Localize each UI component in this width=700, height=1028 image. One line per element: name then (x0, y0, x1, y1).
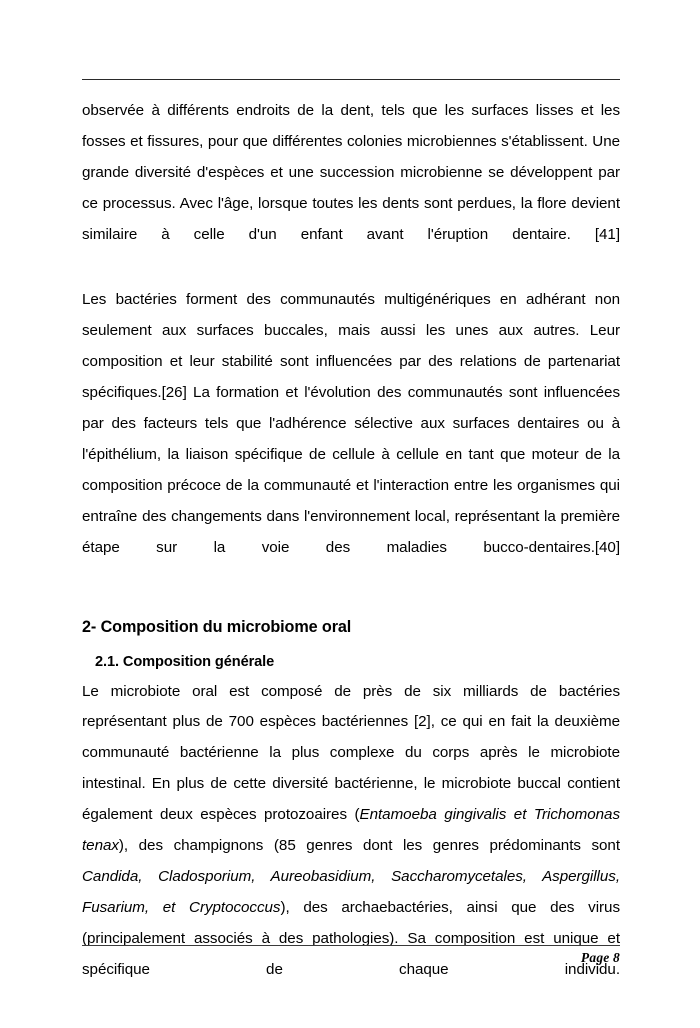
header-divider-rule (82, 79, 620, 80)
paragraph-text-segment-3: ), des archaebactéries, ainsi que des virus (principalement associés à des pathologies). Sa composition est unique et spécifique de chaque individu. (82, 898, 620, 978)
paragraph-text-segment-2: ), des champignons (85 genres dont les genres prédominants sont (118, 837, 620, 855)
paragraph-biofilm-formation: observée à différents endroits de la dent, tels que les surfaces lisses et les fosses et fissures, pour que différentes colonies microbiennes s'établissent. Une grande diversité d'espèces et une succession microbienne se développent par ce processus. Avec l'âge, lorsque toutes les dents sont perdues, la flore devient similaire à celle d'un enfant avant l'éruption dentaire. [41] (82, 102, 620, 243)
paragraph-text-segment-1: Le microbiote oral est composé de près de six milliards de bactéries représentant plus de 700 espèces bactériennes [2], ce qui en fait la deuxième communauté bactérienne la plus complexe du corps après le microbiote intestinal. En plus de cette diversité bactérienne, le microbiote buccal contient également deux espèces protozoaires ( (82, 682, 620, 824)
footer-divider-rule (82, 945, 620, 946)
paragraph-bacterial-communities: Les bactéries forment des communautés multigénériques en adhérant non seulement aux surfaces buccales, mais aussi les unes aux autres. Leur composition et leur stabilité sont influencées par des relations de partenariat spécifiques.[26] La formation et l'évolution des communautés sont influencées par des facteurs tels que l'adhérence sélective aux surfaces dentaires ou à l'épithélium, la liaison spécifique de cellule à cellule en tant que moteur de la composition précoce de la communauté et l'interaction entre les organismes qui entraîne des changements dans l'environnement local, représentant la première étape sur la voie des maladies bucco-dentaires.[40] (82, 291, 620, 556)
page-number-label: Page 8 (580, 950, 620, 965)
page-content-column (82, 96, 620, 1016)
heading-section-2: 2- Composition du microbiome oral (82, 617, 352, 636)
heading-section-2-1: 2.1. Composition générale (95, 653, 275, 670)
species-name-protozoa: Entamoeba gingivalis et Trichomonas tenax (82, 806, 620, 855)
paragraph-general-composition (82, 677, 620, 1017)
species-name-fungi: Candida, Cladosporium, Aureobasidium, Saccharomycetales, Aspergillus, Fusarium, et Cryptococcus (82, 867, 620, 916)
